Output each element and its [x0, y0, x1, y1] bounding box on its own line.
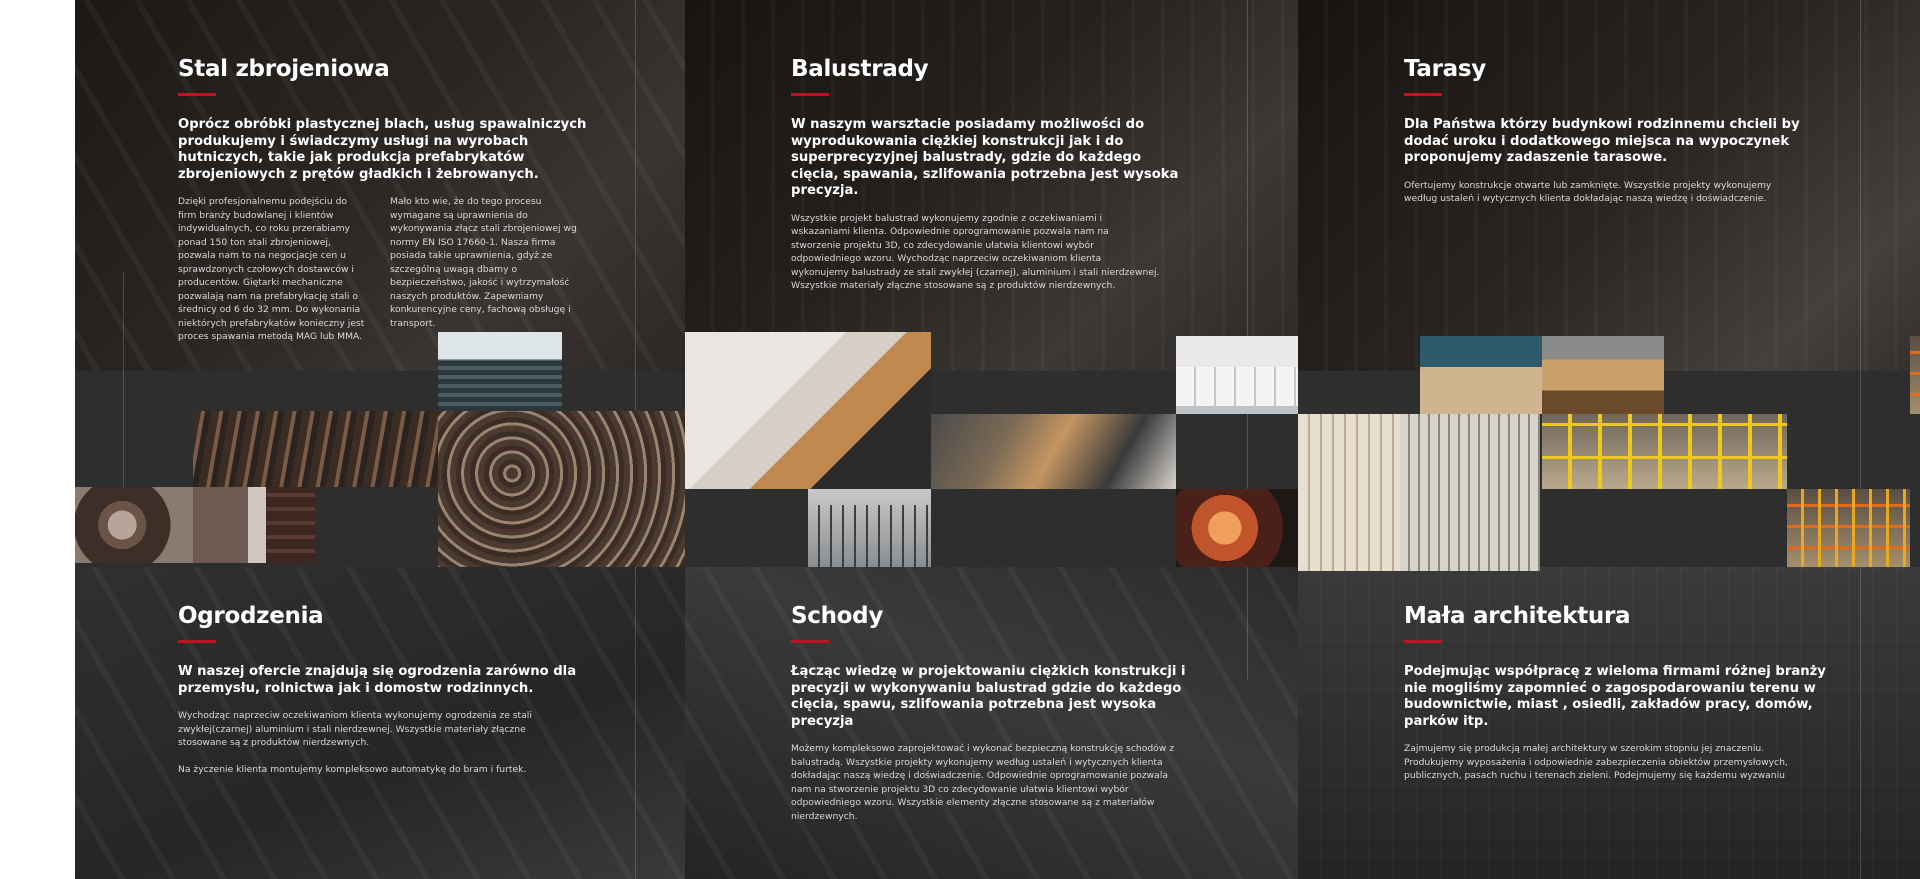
ornamental-fence-photo	[75, 487, 193, 563]
section-lead: Łącząc wiedzę w projektowaniu ciężkich konstrukcji i precyzji w wykonywaniu balustrad gdzie do każdego cięcia, spawu, szlifowania potrzebna jest wysoka precyzja	[791, 664, 1186, 729]
divider-line	[1860, 0, 1861, 879]
rebar-photo	[193, 411, 438, 487]
section-lead: Dla Państwa którzy budynkowi rodzinnemu chcieli by dodać uroku i dodatkowego miejsca na wypoczynek proponujemy zadaszenie tarasowe.	[1404, 117, 1800, 166]
page	[75, 0, 1920, 879]
title-accent	[178, 93, 216, 96]
section-body: Zajmujemy się produkcją małej architektury w szerokim stopniu jej znaczeniu. Produkujemy wyposażenia i odpowiednie zabezpieczenia obiektów przemysłowych, publicznych, pasach ruchu i terenach zieleni. Podejmujemy się każdemu wyzwaniu	[1404, 743, 1788, 782]
title-accent	[791, 93, 829, 96]
yellow-structure-photo-edge	[1910, 336, 1920, 414]
section-body: Wszystkie projekt balustrad wykonujemy zgodnie z oczekiwaniami i wskazaniami klienta. Odpowiednie oprogramowanie pozwala nam na stworzenie projektu 3D, co zdecydowanie ułatwia klientowi wybór odpowiedniego wzoru. Wychodząc naprzeciw oczekiwaniom klienta wykonujemy balustrady ze stali zwykłej (czarnej), aluminium i stali nierdzewnej. Wszystkie materiały złączne stosowane są z produktów nierdzewnych.	[791, 212, 1160, 292]
section-body: Na życzenie klienta montujemy kompleksowo automatykę do bram i furtek.	[178, 763, 527, 775]
section-terraces	[1404, 54, 1804, 206]
section-body: Dzięki profesjonalnemu podejściu do firm branży budowlanej i klientów indywidualnych, co roku przerabiamy ponad 150 ton stali zbrojeniowej, pozwala nam to na negocjacje cen u sprawdzonych czołowych dostawców i producentów. Giętarki mechaniczne pozwalają nam na prefabrykację stali o średnicy od 6 do 32 mm. Do wykonania niektórych prefabrykatów konieczny jest proces spawania metodą MAG lub MMA.	[178, 196, 365, 343]
section-body: Mało kto wie, że do tego procesu wymagane są uprawnienia do wykonywania złącz stali zbrojeniowej wg normy EN ISO 17660-1. Nasza firma posiada takie uprawnienia, gdyż ze szczególną uwagą dbamy o bezpieczeństwo, jakość i wytrzymałość naszych produktów. Zapewniamy konkurencyjne ceny, fachową obsługę i transport.	[390, 196, 577, 329]
balcony-photo	[1176, 336, 1298, 414]
yellow-railing-photo	[1542, 414, 1787, 489]
section-title: Balustrady	[791, 56, 929, 82]
section-lead: Oprócz obróbki plastycznej blach, usług spawalniczych produkujemy i świadczymy usługi na wyrobach hutniczych, takie jak produkcja prefabrykatów zbrojeniowych z prętów gładkich i żebrowanych.	[178, 117, 587, 182]
title-accent	[791, 640, 829, 643]
section-fences	[178, 601, 598, 789]
spiral-stairs-photo	[1176, 489, 1298, 567]
section-steel	[178, 54, 598, 344]
yellow-structure-photo	[1787, 489, 1910, 567]
terrace-photo	[1542, 336, 1664, 414]
section-lead: W naszej ofercie znajdują się ogrodzenia zarówno dla przemysłu, rolnictwa jak i domostw rodzinnych.	[178, 664, 577, 696]
terrace-roof-photo	[1420, 336, 1542, 414]
railing-photo	[808, 489, 931, 567]
title-accent	[1404, 640, 1442, 643]
section-stairs	[791, 601, 1206, 823]
section-title: Schody	[791, 603, 884, 629]
section-title: Tarasy	[1404, 56, 1486, 82]
section-railings	[791, 54, 1186, 293]
stair-railing-photo	[685, 332, 931, 489]
rebar-cage-photo	[438, 411, 685, 567]
section-body: Możemy kompleksowo zaprojektować i wykonać bezpieczną konstrukcję schodów z balustradą. Wszystkie projekty wykonujemy według ustaleń i wytycznych klienta dokładając naszą wiedzę i doświadczenie. Odpowiednie oprogramowanie pozwala nam na stworzenie projektu 3D co zdecydowanie ułatwia klientowi wybór odpowiedniego wzoru. Wszystkie elementy złączne stosowane są z materiałów nierdzewnych.	[791, 743, 1175, 822]
section-body: Wychodząc naprzeciw oczekiwaniom klienta wykonujemy ogrodzenia ze stali zwykłej(czarnej) aluminium i stali nierdzewnej. Wszystkie materiały złączne stosowane są z produktów nierdzewnych.	[178, 710, 532, 749]
section-body: Ofertujemy konstrukcje otwarte lub zamknięte. Wszystkie projekty wykonujemy według ustaleń i wytycznych klienta dokładając naszą wiedzę i doświadczenie.	[1404, 179, 1772, 205]
panel-fence-photo	[1400, 414, 1540, 571]
section-small-architecture	[1404, 601, 1829, 783]
stairs-photo	[931, 414, 1176, 489]
wooden-fence-photo	[193, 487, 315, 563]
title-accent	[1404, 93, 1442, 96]
section-lead: Podejmując współpracę z wieloma firmami różnej branży nie mogliśmy zapomnieć o zagospodarowaniu terenu w budownictwie, miast , osiedli, zakładów pracy, domów, parków itp.	[1404, 664, 1826, 729]
section-title: Ogrodzenia	[178, 603, 324, 629]
section-title: Mała architektura	[1404, 603, 1631, 629]
title-accent	[178, 640, 216, 643]
section-title: Stal zbrojeniowa	[178, 56, 390, 82]
section-lead: W naszym warsztacie posiadamy możliwości do wyprodukowania ciężkiej konstrukcji jak i do superprecyzyjnej balustrady, gdzie do każdego cięcia, spawania, szlifowania potrzebna jest wysoka precyzja.	[791, 117, 1179, 199]
